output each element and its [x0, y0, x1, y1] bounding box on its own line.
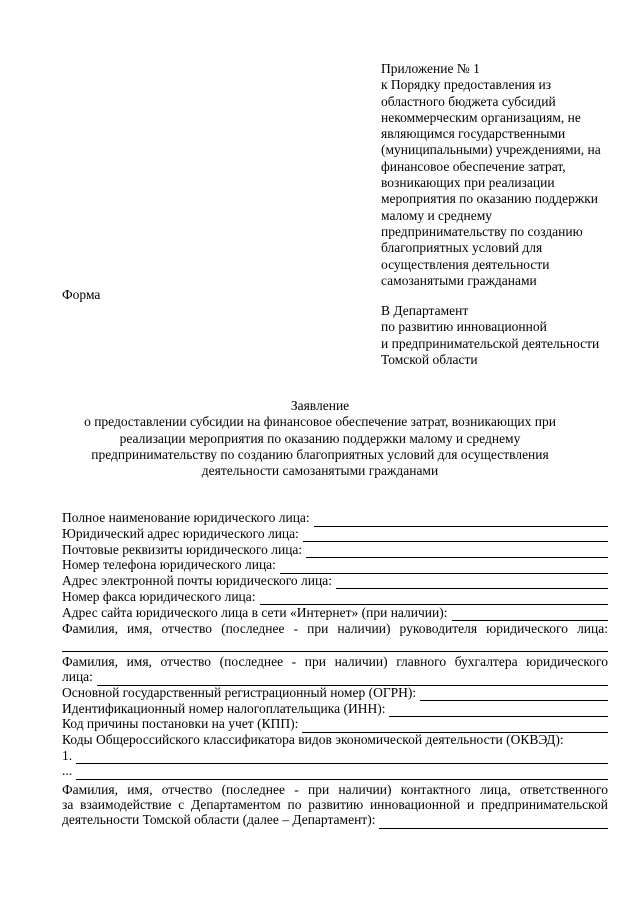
fill-line-kpp[interactable]	[302, 720, 608, 733]
field-label: Коды Общероссийского классификатора видов экономической деятельности (ОКВЭД):	[62, 732, 564, 748]
fill-line-phone[interactable]	[280, 561, 608, 574]
appendix-line: благоприятных условий для	[381, 240, 543, 256]
appendix-line: (муниципальными) учреждениями, на	[381, 142, 601, 158]
fill-line-inn[interactable]	[389, 704, 608, 717]
field-label: Идентификационный номер налогоплательщика (ИНН):	[62, 700, 386, 716]
field-email	[62, 574, 608, 590]
appendix-line: некоммерческим организациям, не	[381, 109, 581, 125]
field-label: Полное наименование юридического лица:	[62, 510, 310, 526]
heading-title: Заявление	[290, 398, 350, 413]
heading-line: деятельности самозанятыми гражданами	[201, 463, 439, 479]
addressee-line: и предпринимательской деятельности	[381, 335, 600, 351]
field-kpp	[62, 717, 608, 733]
fill-line-ogrn[interactable]	[420, 688, 608, 701]
field-label: 1.	[62, 747, 73, 763]
field-okved	[62, 733, 608, 749]
field-contact-cont: за взаимодействие с Департаментом по развитию инновационной и предпринимательской	[62, 797, 608, 813]
fill-line-postal[interactable]	[306, 545, 608, 558]
appendix-line: областного бюджета субсидий	[381, 93, 556, 109]
field-label: лица:	[62, 669, 93, 685]
appendix-line: являющимся государственными	[381, 126, 566, 142]
fill-line-full-name[interactable]	[314, 514, 608, 527]
field-contact: Фамилия, имя, отчество (последнее - при наличии) контактного лица, ответственного	[62, 781, 608, 797]
field-inn	[62, 701, 608, 717]
field-label: Юридический адрес юридического лица:	[62, 526, 299, 542]
form-label: Форма	[62, 287, 101, 302]
appendix-line: возникающих при реализации	[381, 175, 555, 191]
fill-line-contact[interactable]	[379, 816, 608, 829]
field-contact-end	[62, 813, 608, 829]
addressee-line: Томской области	[381, 351, 478, 367]
document-heading	[40, 398, 600, 479]
fill-line-email[interactable]	[336, 576, 608, 589]
field-website	[62, 605, 608, 621]
appendix-line: предпринимательству по созданию	[381, 223, 583, 239]
field-label: Почтовые реквизиты юридического лица:	[62, 541, 303, 557]
heading-line: о предоставлении субсидии на финансовое обеспечение затрат, возникающих при	[84, 414, 556, 430]
field-label: ...	[62, 763, 73, 779]
fill-line-okved-1[interactable]	[76, 751, 608, 764]
application-fields	[62, 511, 608, 829]
appendix-line: малому и среднему	[381, 207, 492, 223]
fill-line-head-name[interactable]	[62, 637, 608, 653]
appendix-line: финансовое обеспечение затрат,	[381, 158, 566, 174]
heading-line: реализации мероприятия по оказанию поддержки малому и среднему	[119, 430, 521, 446]
appendix-line: к Порядку предоставления из	[381, 77, 552, 93]
field-label: Адрес сайта юридического лица в сети «Интернет» (при наличии):	[62, 604, 448, 620]
field-label: Код причины постановки на учет (КПП):	[62, 716, 299, 732]
addressee-block	[381, 303, 621, 368]
field-accountant-cont	[62, 670, 608, 686]
fill-line-okved-more[interactable]	[76, 767, 608, 780]
fill-line-legal-address[interactable]	[303, 529, 608, 542]
field-label: Основной государственный регистрационный номер (ОГРН):	[62, 684, 417, 700]
field-head-name: Фамилия, имя, отчество (последнее - при наличии) руководителя юридического лица:	[62, 620, 608, 636]
fill-line-fax[interactable]	[260, 592, 608, 605]
field-legal-address	[62, 527, 608, 543]
field-ogrn	[62, 686, 608, 702]
addressee-line: В Департамент	[381, 303, 469, 318]
appendix-block	[381, 61, 621, 289]
field-accountant: Фамилия, имя, отчество (последнее - при наличии) главного бухгалтера юридического	[62, 654, 608, 670]
field-okved-item-1	[62, 748, 608, 764]
fill-line-accountant[interactable]	[97, 673, 608, 686]
field-label: Номер телефона юридического лица:	[62, 557, 276, 573]
field-label: Номер факса юридического лица:	[62, 588, 256, 604]
appendix-line: мероприятия по оказанию поддержки	[381, 191, 599, 207]
field-label: Адрес электронной почты юридического лица:	[62, 573, 332, 589]
addressee-line: по развитию инновационной	[381, 319, 547, 335]
field-full-name	[62, 511, 608, 527]
fill-line-website[interactable]	[452, 608, 609, 621]
field-okved-more	[62, 764, 608, 780]
heading-line: предпринимательству по созданию благоприятных условий для осуществления	[91, 446, 549, 462]
appendix-line: самозанятыми гражданами	[381, 272, 537, 288]
appendix-line: Приложение № 1	[381, 61, 480, 76]
field-phone	[62, 558, 608, 574]
appendix-line: осуществления деятельности	[381, 256, 550, 272]
field-label: деятельности Томской области (далее – Департамент):	[62, 812, 376, 828]
field-fax	[62, 589, 608, 605]
field-postal	[62, 542, 608, 558]
